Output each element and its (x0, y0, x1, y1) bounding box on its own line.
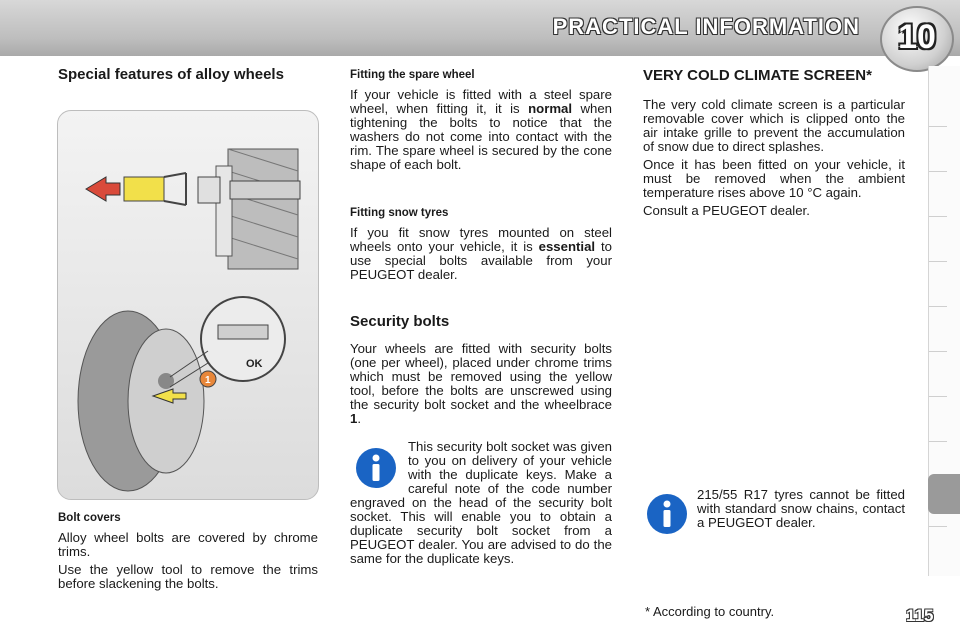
chapter-number: 10 (898, 18, 936, 56)
alloy-wheels-heading: Special features of alloy wheels (58, 66, 284, 83)
cold-climate-text-2: Once it has been fitted on your vehicle, it must be removed when the ambient temperature rises above 10 °C again. (643, 157, 905, 200)
tab-divider (929, 171, 947, 172)
spare-wheel-text (350, 88, 612, 172)
snow-tyres-text-b: to use special bolts available from your PEUGEOT dealer. (350, 239, 612, 282)
tyres-info-text: 215/55 R17 tyres cannot be fitted with standard snow chains, contact a PEUGEOT dealer. (697, 487, 905, 530)
snow-tyres-heading: Fitting snow tyres (350, 207, 449, 219)
security-info-box (350, 440, 612, 566)
snow-tyres-text (350, 226, 612, 282)
security-info-text: This security bolt socket was given to you on delivery of your vehicle with the duplicate keys. Make a careful note of the code number engraved on the head of the security bolt socket. This will enable you to obtain a duplicate security bolt socket from a PEUGEOT dealer. You are advised to do the same for the duplicate keys. (350, 439, 612, 566)
bolt-cover (198, 177, 220, 203)
tab-divider (929, 306, 947, 307)
spare-wheel-text-a: If your vehicle is fitted with a steel spare wheel, when fitting it, it is (350, 87, 612, 116)
tab-divider (929, 216, 947, 217)
tab-divider (929, 351, 947, 352)
tab-divider (929, 526, 947, 527)
spare-wheel-emphasis: normal (528, 101, 573, 116)
yellow-tool (124, 177, 164, 201)
tyres-info-box (643, 488, 905, 534)
arrow-icon (86, 177, 120, 201)
spare-wheel-heading: Fitting the spare wheel (350, 69, 475, 81)
info-icon (354, 446, 398, 490)
page-header (0, 0, 960, 56)
chapter-badge (880, 6, 954, 72)
cold-climate-text-3: Consult a PEUGEOT dealer. (643, 203, 810, 218)
snow-tyres-text-a: If you fit snow tyres mounted on steel wheels onto your vehicle, it is (350, 225, 612, 254)
footnote: * According to country. (645, 604, 775, 619)
info-icon (645, 492, 689, 536)
tab-divider (929, 396, 947, 397)
snow-tyres-emphasis: essential (538, 239, 596, 254)
ok-label: OK (246, 358, 263, 370)
bolt-covers-section (58, 511, 318, 595)
security-bolts-text-b: . (357, 411, 362, 426)
page-number: 115 (906, 606, 934, 625)
cold-climate-heading: VERY COLD CLIMATE SCREEN* (643, 67, 872, 84)
bolt-covers-text-1: Alloy wheel bolts are covered by chrome trims. (58, 530, 318, 559)
callout-number: 1 (205, 375, 211, 386)
column-3 (643, 68, 905, 222)
tab-chapter-10[interactable] (928, 474, 960, 514)
column-2 (350, 68, 612, 570)
tool-claw (164, 173, 186, 205)
cold-climate-text-1: The very cold climate screen is a particular removable cover which is clipped onto the air intake grille to prevent the accumulation of snow due to direct splashes. (643, 97, 905, 154)
bolt-covers-heading: Bolt covers (58, 512, 121, 524)
tab-divider (929, 126, 947, 127)
wheel-diagram (58, 111, 318, 499)
hub-section (228, 149, 298, 269)
bolt-covers-text-2: Use the yellow tool to remove the trims before slackening the bolts. (58, 562, 318, 591)
column-1 (58, 67, 318, 83)
spare-wheel-text-b: when tightening the bolts to notice that the washers do not come into contact with the rim. The spare wheel is secured by the cone shape of each bolt. (350, 101, 612, 172)
security-bolts-text (350, 342, 612, 426)
page-title: PRACTICAL INFORMATION (552, 14, 860, 39)
security-bolts-emphasis: 1 (350, 411, 358, 426)
tab-divider (929, 261, 947, 262)
security-bolts-heading: Security bolts (350, 313, 450, 330)
security-bolts-text-a: Your wheels are fitted with security bolts (one per wheel), placed under chrome trims which must be removed using the yellow tool, before the bolts are unscrewed using the security bolt socket and the wheelbrace (350, 341, 612, 412)
alloy-wheel-illustration (57, 110, 319, 500)
zoom-bolt (218, 325, 268, 339)
tab-divider (929, 441, 947, 442)
bolt-shaft (230, 181, 300, 199)
